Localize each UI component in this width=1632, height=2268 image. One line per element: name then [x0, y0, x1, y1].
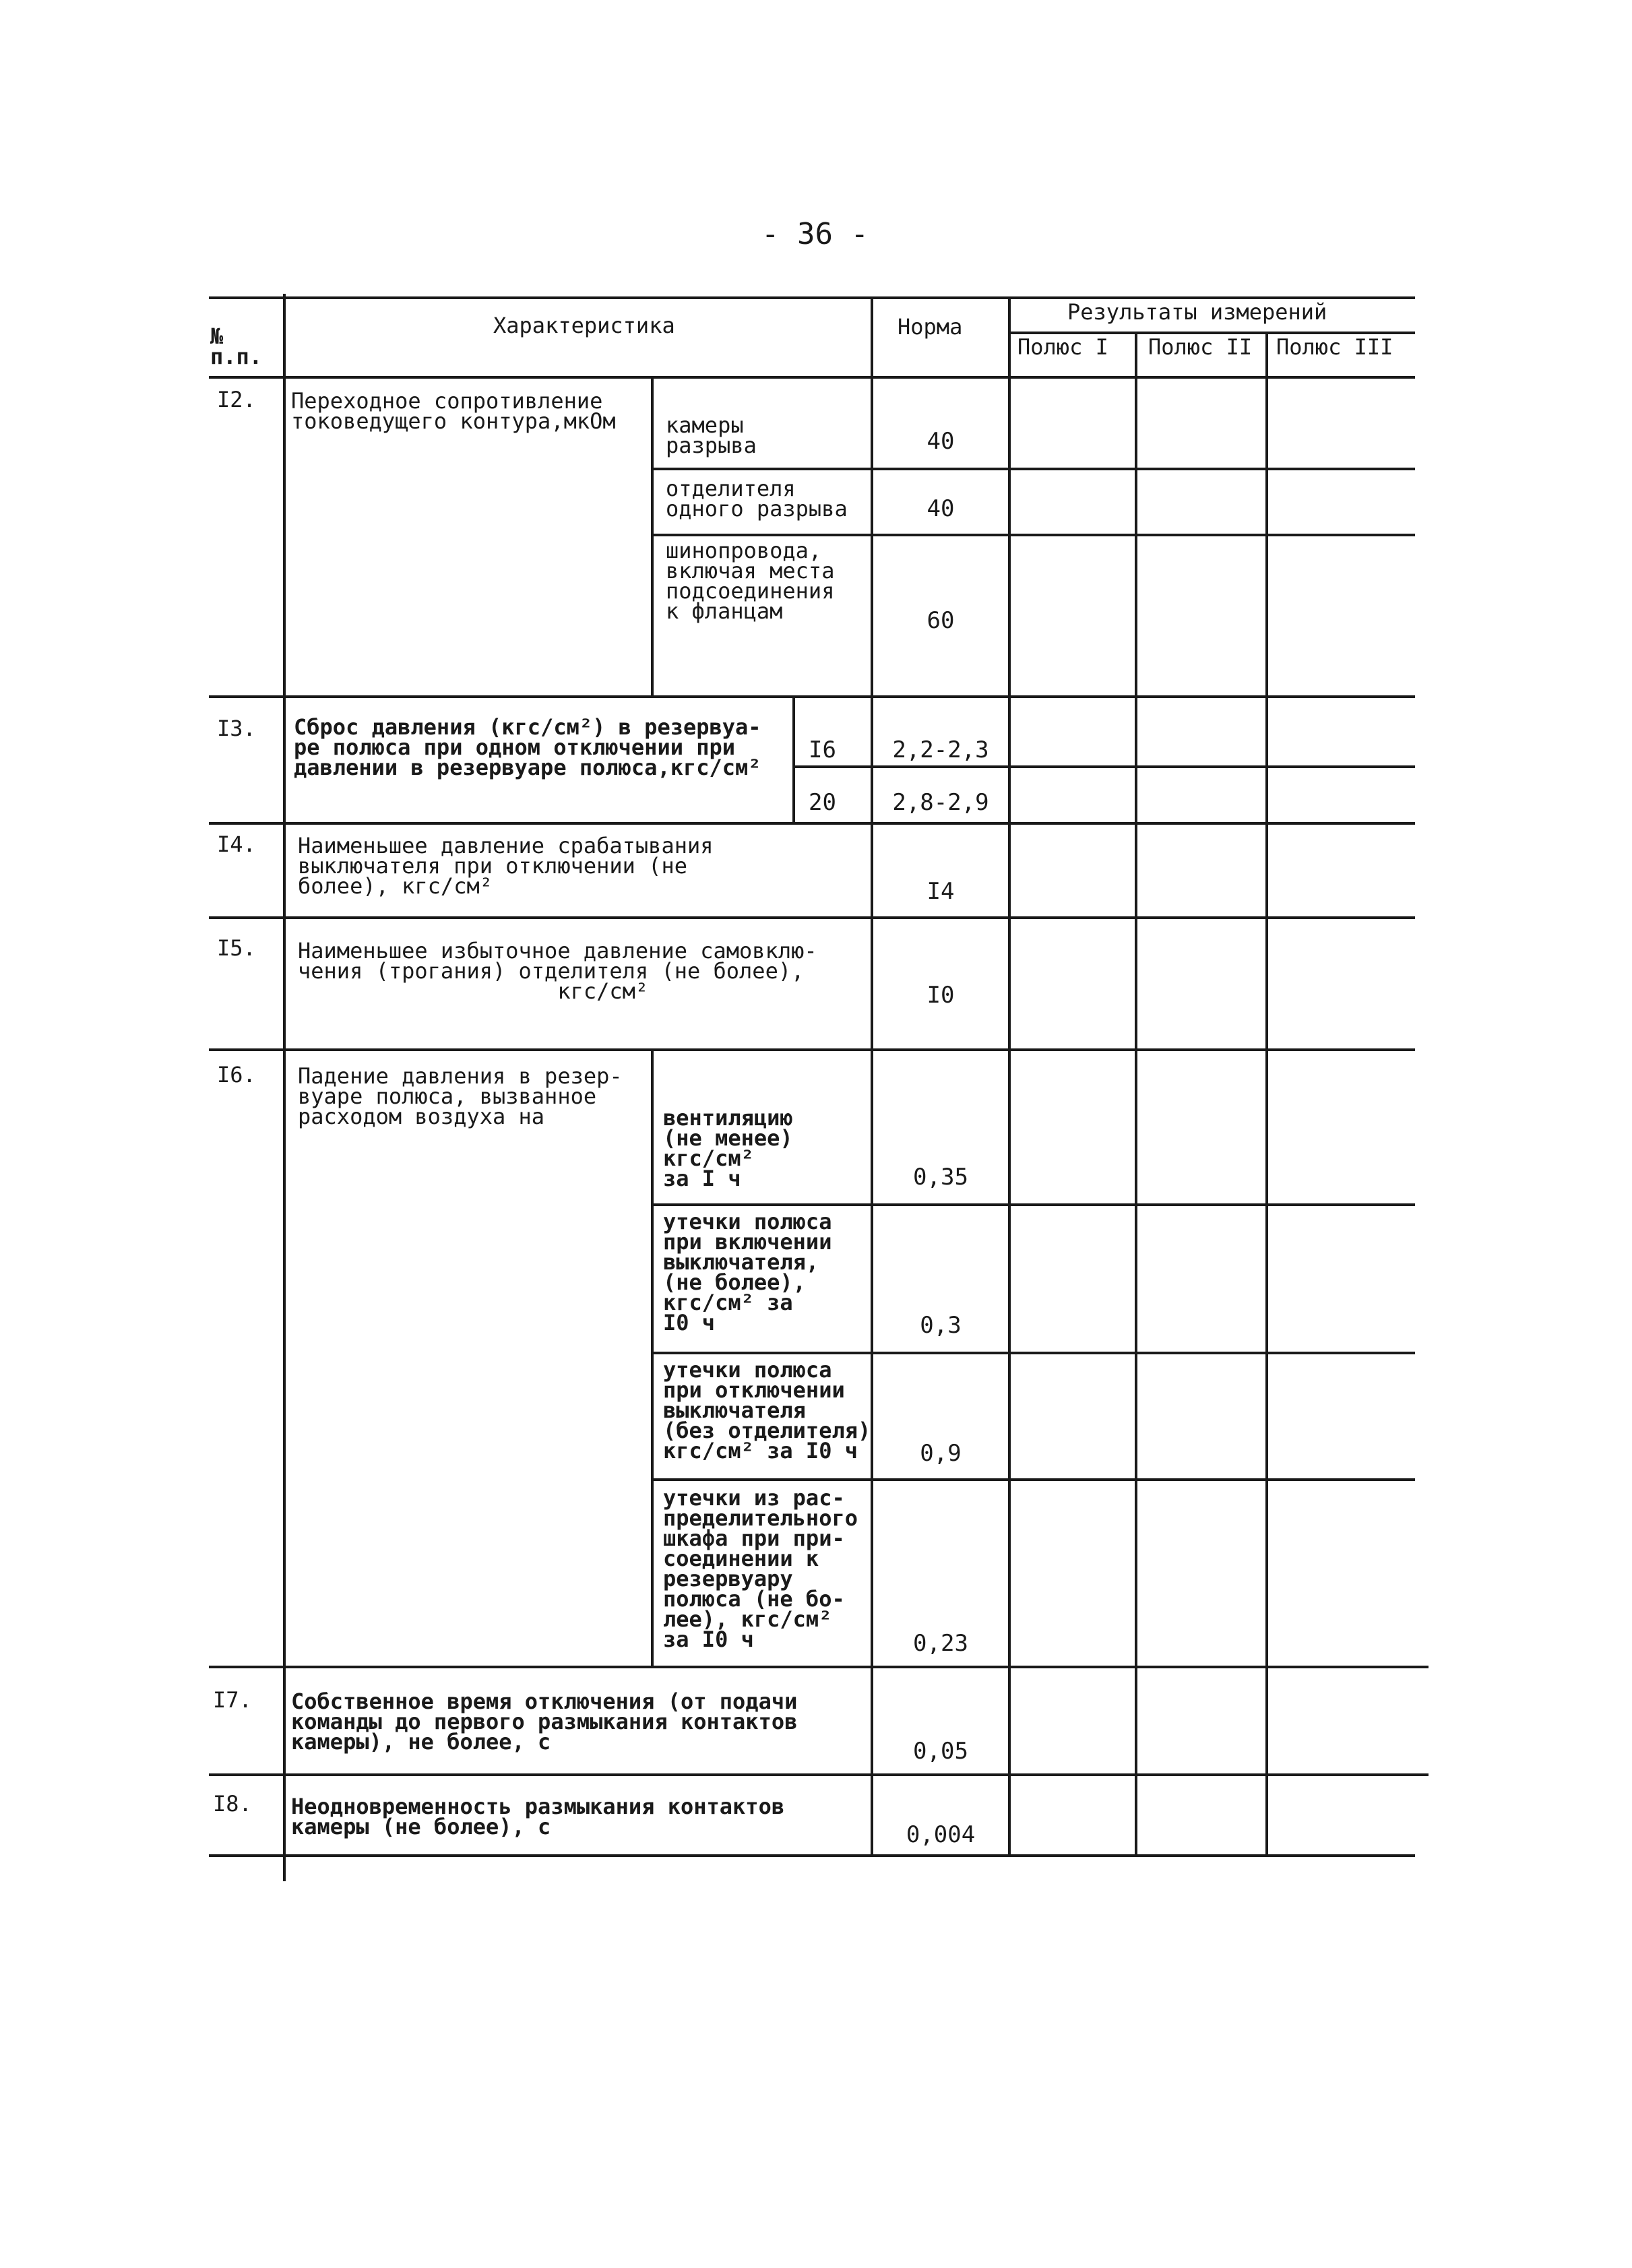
- row-characteristic: Наименьшее избыточное давление самовклю- чения (трогания) отделителя (не более), кгс/см²: [298, 938, 817, 1004]
- sub-label: шинопровода, включая места подсоединения к фланцам: [666, 538, 835, 624]
- norm-value: 2,8-2,9: [892, 789, 989, 816]
- sub-label: утечки из рас- пределительного шкафа при при- соединении к резервуару полюса (не бо- лее), кгс/см² за I0 ч: [663, 1485, 858, 1652]
- sub-label: отделителя одного разрыва: [666, 476, 848, 522]
- page-number: - 36 -: [761, 217, 869, 251]
- row-characteristic: Падение давления в резер- вуаре полюса, вызванное расходом воздуха на: [298, 1063, 623, 1129]
- norm-value: 0,23: [913, 1630, 968, 1657]
- rule: [209, 916, 1415, 919]
- rule: [1135, 332, 1137, 1856]
- rule: [794, 765, 1415, 768]
- rule: [209, 1854, 1415, 1857]
- sub-label: утечки полюса при включении выключателя, (не более), кгс/см² за I0 ч: [663, 1209, 832, 1335]
- norm-value: 0,05: [913, 1738, 968, 1765]
- rule: [209, 1666, 1429, 1668]
- row-number: I8.: [213, 1791, 252, 1817]
- row-number: I3.: [217, 716, 256, 741]
- norm-value: I0: [927, 982, 955, 1009]
- rule: [1008, 296, 1011, 1856]
- row-number: I4.: [217, 831, 256, 857]
- header-pole-2: Полюс II: [1148, 334, 1253, 360]
- header-pole-3: Полюс III: [1276, 334, 1393, 360]
- norm-value: 0,9: [920, 1440, 962, 1467]
- header-results: Результаты измерений: [1067, 299, 1327, 325]
- sub-label: 20: [809, 789, 836, 816]
- rule: [209, 822, 1415, 825]
- norm-value: 0,35: [913, 1164, 968, 1191]
- header-characteristic: Характеристика: [493, 313, 675, 338]
- rule: [209, 1048, 1415, 1051]
- rule: [871, 296, 873, 1856]
- rule: [652, 534, 1415, 536]
- norm-value: 0,004: [906, 1821, 976, 1848]
- header-norm: Норма: [898, 314, 963, 340]
- row-number: I6.: [217, 1062, 256, 1088]
- rule: [652, 1203, 1415, 1206]
- row-characteristic: Собственное время отключения (от подачи команды до первого размыкания контактов камеры), не более, с: [291, 1689, 798, 1755]
- row-number: I7.: [213, 1687, 252, 1713]
- row-number: I2.: [217, 387, 256, 412]
- rule: [792, 695, 795, 823]
- rule: [651, 1048, 654, 1667]
- norm-value: 40: [927, 495, 955, 522]
- header-number: № п.п.: [210, 323, 263, 369]
- rule: [651, 376, 654, 697]
- norm-value: 60: [927, 607, 955, 634]
- rule: [209, 1773, 1429, 1776]
- norm-value: 0,3: [920, 1312, 962, 1339]
- header-pole-1: Полюс I: [1017, 334, 1108, 360]
- rule: [652, 1352, 1415, 1354]
- row-number: I5.: [217, 935, 256, 961]
- norm-value: 40: [927, 428, 955, 455]
- row-characteristic: Переходное сопротивление токоведущего контура,мкОм: [291, 388, 616, 434]
- rule: [209, 376, 1415, 379]
- row-characteristic: Сброс давления (кгс/см²) в резервуа- ре полюса при одном отключении при давлении в резервуаре полюса,кгс/см²: [294, 714, 761, 780]
- rule: [652, 1478, 1415, 1481]
- sub-label: утечки полюса при отключении выключателя (без отделителя) кгс/см² за I0 ч: [663, 1357, 871, 1463]
- rule: [283, 294, 286, 1881]
- rule: [209, 695, 1415, 698]
- sub-label: камеры разрыва: [666, 412, 757, 458]
- norm-value: I4: [927, 878, 955, 905]
- rule: [1265, 332, 1268, 1856]
- row-characteristic: Неодновременность размыкания контактов камеры (не более), с: [291, 1794, 785, 1839]
- sub-label: I6: [809, 736, 836, 763]
- norm-value: 2,2-2,3: [892, 736, 989, 763]
- rule: [652, 468, 1415, 470]
- sub-label: вентиляцию (не менее) кгс/см² за I ч: [663, 1105, 793, 1191]
- row-characteristic: Наименьшее давление срабатывания выключателя при отключении (не более), кгс/см²: [298, 833, 714, 899]
